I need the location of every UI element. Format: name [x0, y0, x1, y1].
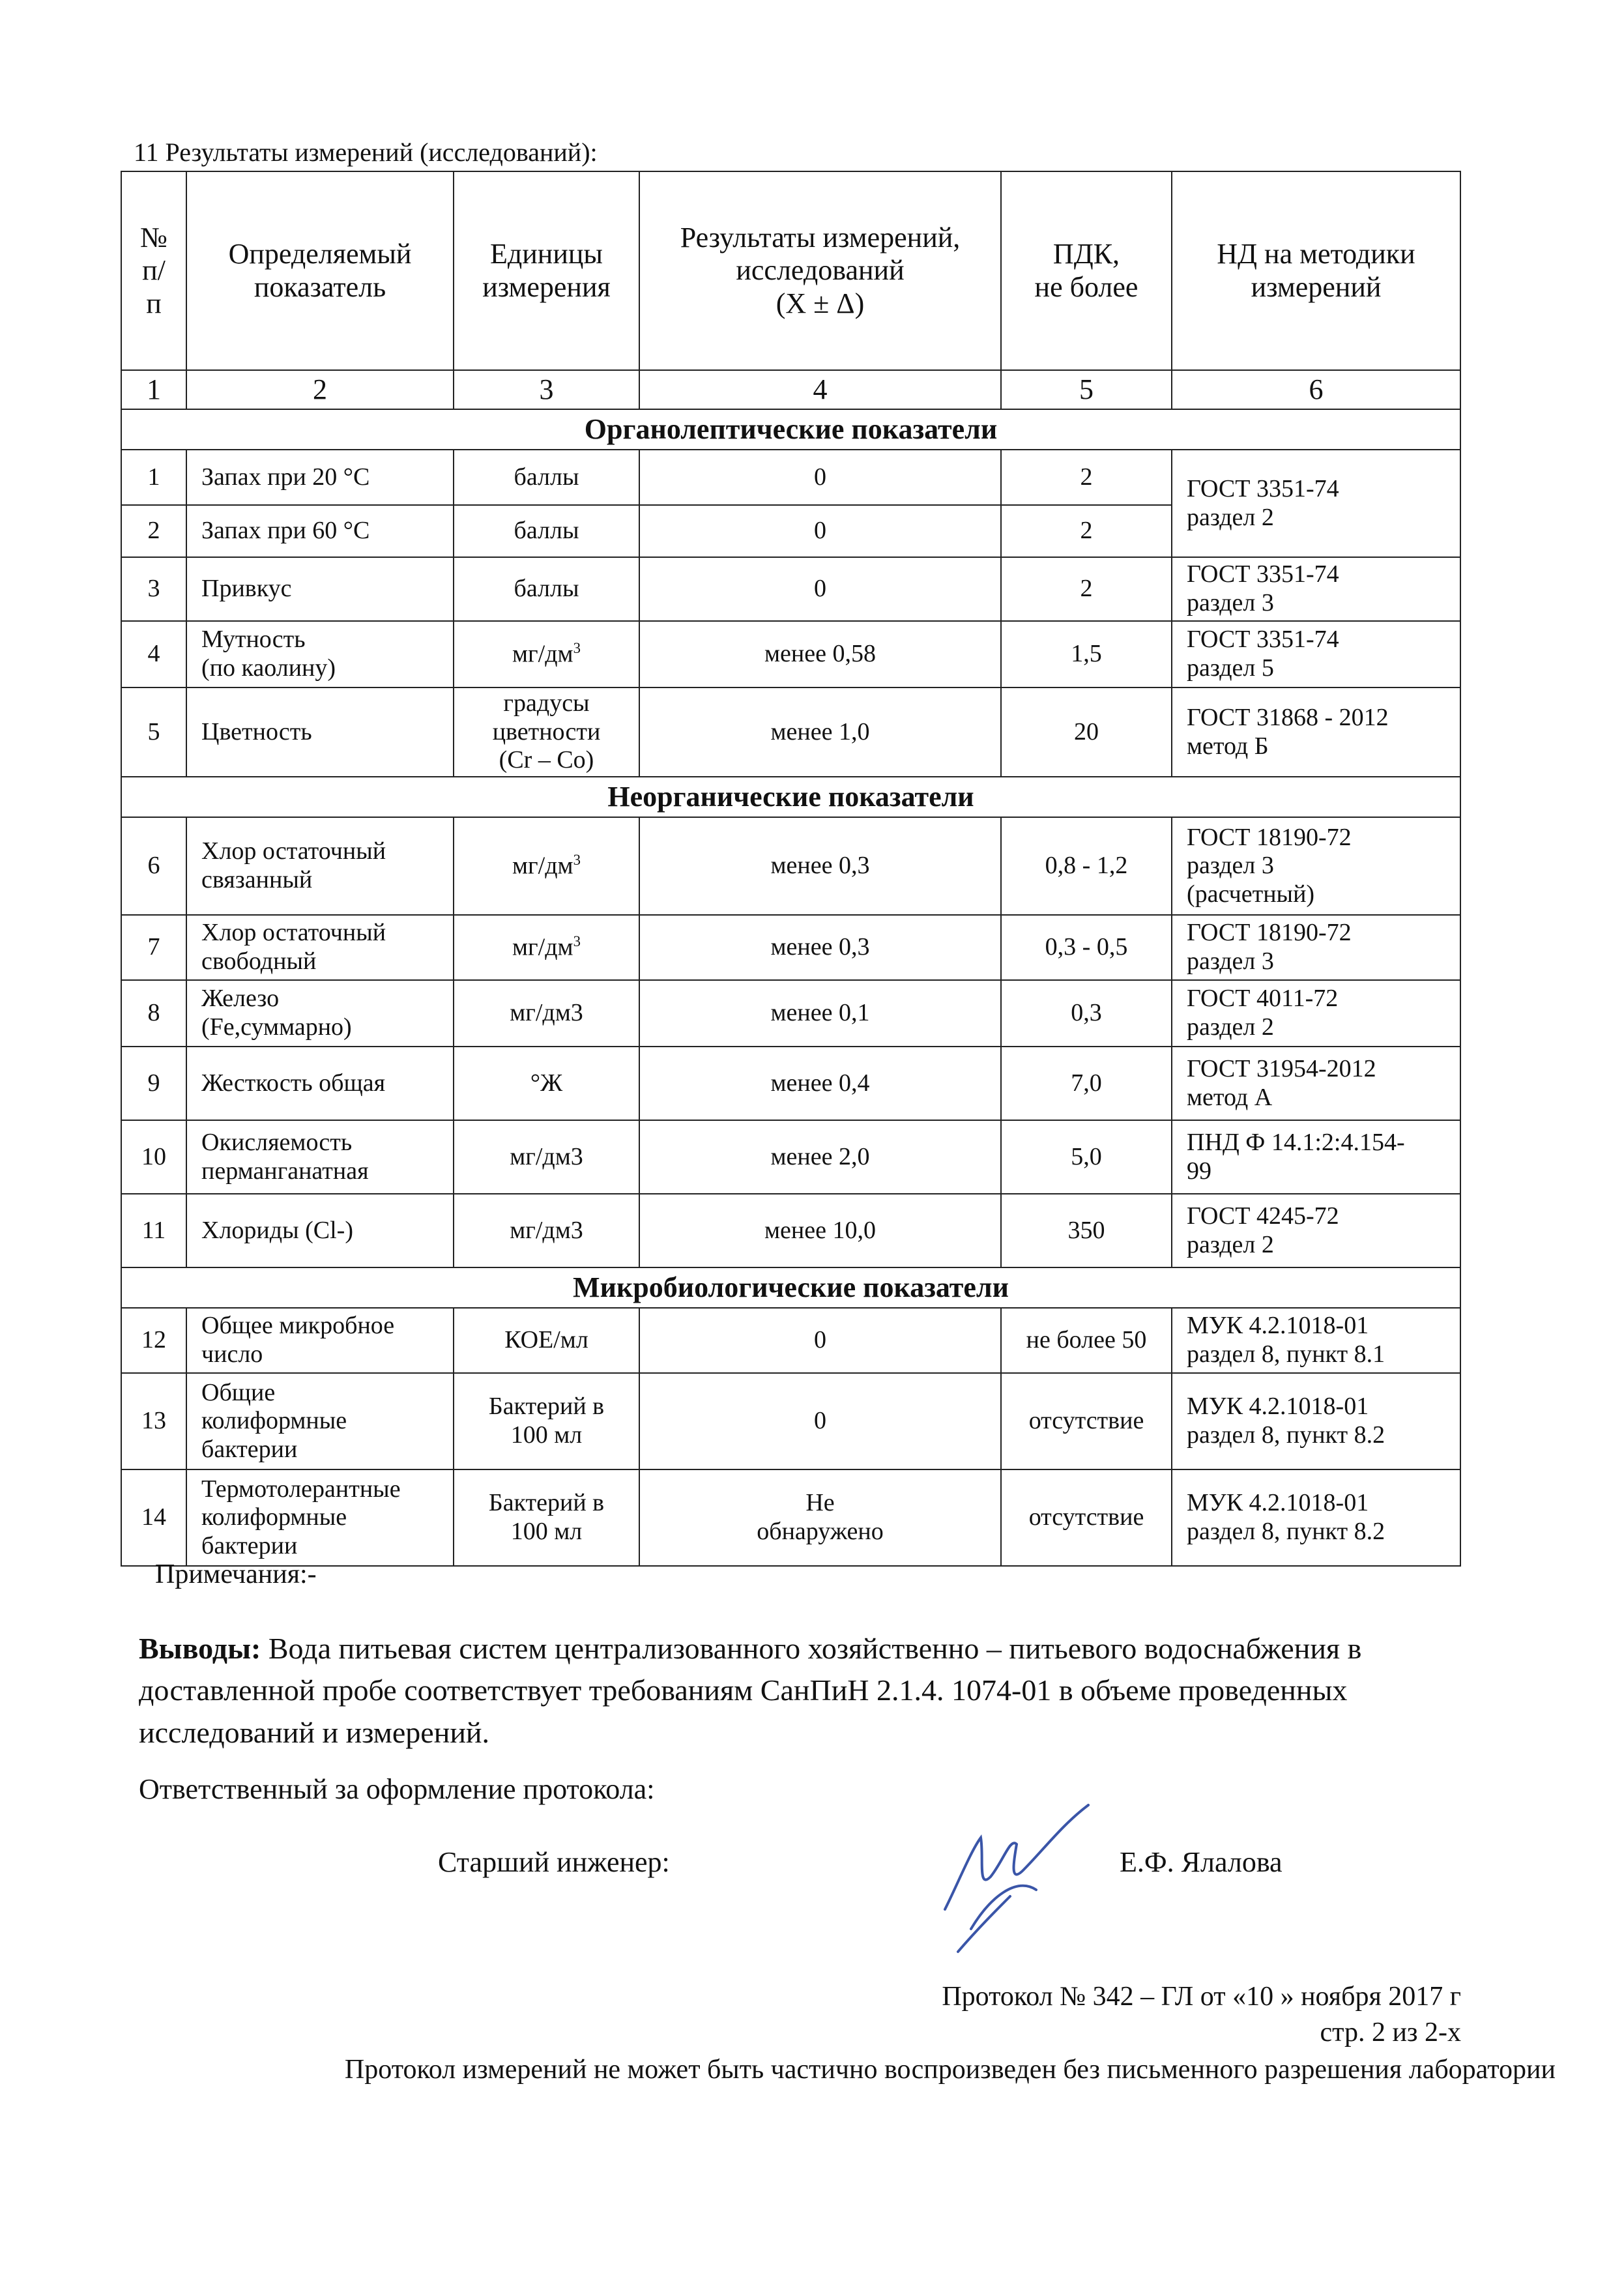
cell-line: Жесткость общая	[201, 1069, 386, 1097]
method	[1172, 915, 1460, 980]
cell-line: Единицы	[489, 237, 603, 270]
cell-line: ГОСТ 18190-72	[1187, 823, 1352, 851]
indicator-name	[186, 621, 454, 687]
row-number: 5	[121, 687, 186, 777]
cell-line: раздел 2	[1187, 1230, 1274, 1258]
superscript: 3	[573, 639, 581, 656]
disclaimer: Протокол измерений не может быть частично воспроизведен без письменного разрешения лаборатории	[344, 2055, 1556, 2085]
method	[1172, 621, 1460, 687]
cell-line: 100 мл	[510, 1518, 583, 1546]
row-number: 9	[121, 1047, 186, 1120]
cell-line: ГОСТ 3351-74	[1187, 626, 1339, 654]
unit	[454, 980, 639, 1047]
cell-line: метод Б	[1187, 732, 1269, 760]
cell-line: раздел 8, пункт 8.2	[1187, 1421, 1385, 1449]
indicator-name	[186, 915, 454, 980]
cell-line: ГОСТ 18190-72	[1187, 919, 1352, 947]
cell-line: 0	[814, 463, 826, 491]
method	[1172, 1469, 1460, 1566]
cell-line: Окисляемость	[201, 1128, 353, 1156]
position-label: Старший инженер:	[438, 1846, 670, 1878]
max-allowed: не более 50	[1001, 1308, 1172, 1373]
indicator-name	[186, 1373, 454, 1469]
row-number: 7	[121, 915, 186, 980]
row-number: 1	[121, 450, 186, 505]
cell-line: менее 0,1	[770, 999, 870, 1027]
header-cell	[186, 171, 454, 370]
cell-line: ГОСТ 31868 - 2012	[1187, 703, 1389, 731]
cell-line: 99	[1187, 1157, 1211, 1185]
max-allowed: 0,3 - 0,5	[1001, 915, 1172, 980]
cell-line: исследований	[736, 254, 905, 287]
cell-line: Привкус	[201, 575, 292, 603]
cell-line: №	[140, 221, 167, 253]
max-allowed: 2	[1001, 450, 1172, 505]
cell-line: мг/дм3	[510, 999, 583, 1027]
conclusion-text: Вода питьевая систем централизованного хозяйственно – питьевого водоснабжения в доставленной пробе соответствует требованиям СанПиН 2.1.4. 1074-01 в объеме проведенных исследований и измерений.	[139, 1632, 1362, 1749]
unit	[454, 1308, 639, 1373]
cell-line: 0	[814, 575, 826, 603]
row-number: 14	[121, 1469, 186, 1566]
unit	[454, 817, 639, 915]
cell-line: Результаты измерений,	[680, 221, 961, 253]
cell-line: ГОСТ 3351-74	[1187, 560, 1339, 588]
result	[639, 557, 1001, 621]
column-number: 4	[639, 370, 1001, 409]
cell-line: показатель	[254, 270, 386, 303]
cell-line: раздел 8, пункт 8.2	[1187, 1518, 1385, 1546]
table-row	[121, 980, 1460, 1047]
max-allowed: 1,5	[1001, 621, 1172, 687]
header-cell	[1172, 171, 1460, 370]
superscript: 3	[573, 851, 581, 868]
section-title: Неорганические показатели	[121, 777, 1460, 817]
method	[1172, 687, 1460, 777]
cell-line: цветности	[492, 717, 601, 745]
max-allowed: отсутствие	[1001, 1373, 1172, 1469]
max-allowed: 2	[1001, 557, 1172, 621]
result	[639, 687, 1001, 777]
cell-line: Запах при 60 °С	[201, 517, 370, 545]
cell-line: (расчетный)	[1187, 880, 1315, 908]
unit	[454, 505, 639, 557]
unit	[454, 1373, 639, 1469]
unit	[454, 1194, 639, 1267]
cell-line: (Cr – Co)	[499, 746, 594, 774]
table-row	[121, 450, 1460, 505]
indicator-name	[186, 1120, 454, 1194]
cell-line: бактерии	[201, 1435, 298, 1463]
cell-line: ГОСТ 4245-72	[1187, 1202, 1339, 1230]
cell-line: Определяемый	[228, 237, 412, 270]
max-allowed: 7,0	[1001, 1047, 1172, 1120]
cell-line: (Х ± Δ)	[776, 287, 865, 319]
unit	[454, 1047, 639, 1120]
cell-line: менее 0,3	[770, 852, 870, 880]
header-cell	[121, 171, 186, 370]
section-row	[121, 1267, 1460, 1308]
cell-line: Бактерий в	[488, 1393, 605, 1421]
cell-line: баллы	[514, 575, 579, 603]
cell-line: НД на методики	[1217, 237, 1415, 270]
row-number: 11	[121, 1194, 186, 1267]
cell-line: (Fe,суммарно)	[201, 1013, 352, 1041]
cell-line: МУК 4.2.1018-01	[1187, 1393, 1369, 1421]
cell-line: ГОСТ 31954-2012	[1187, 1054, 1376, 1082]
cell-line: мг/дм3	[510, 1216, 583, 1244]
cell-line: Цветность	[201, 717, 312, 745]
row-number: 13	[121, 1373, 186, 1469]
table-row	[121, 915, 1460, 980]
indicator-name	[186, 450, 454, 505]
max-allowed: 0,8 - 1,2	[1001, 817, 1172, 915]
indicator-name	[186, 505, 454, 557]
cell-line: баллы	[514, 463, 579, 491]
row-number: 10	[121, 1120, 186, 1194]
cell-line: ГОСТ 4011-72	[1187, 985, 1339, 1013]
cell-line: связанный	[201, 866, 313, 894]
result	[639, 1308, 1001, 1373]
table-row	[121, 1120, 1460, 1194]
cell-line: п/	[142, 254, 166, 287]
max-allowed: 0,3	[1001, 980, 1172, 1047]
column-number: 6	[1172, 370, 1460, 409]
row-number: 8	[121, 980, 186, 1047]
cell-line: 0	[814, 1326, 826, 1354]
row-number: 4	[121, 621, 186, 687]
cell-line: 0	[814, 1407, 826, 1435]
cell-line: колиформные	[201, 1503, 347, 1531]
cell-line: Запах при 20 °С	[201, 463, 370, 491]
indicator-name	[186, 1047, 454, 1120]
engineer-name: Е.Ф. Ялалова	[1120, 1846, 1283, 1878]
table-row	[121, 557, 1460, 621]
superscript: 3	[573, 933, 581, 949]
result	[639, 1047, 1001, 1120]
cell-line: число	[201, 1340, 263, 1368]
cell-line: измерений	[1251, 270, 1382, 303]
section-row	[121, 409, 1460, 450]
cell-line: градусы	[503, 689, 590, 717]
cell-line: Не	[805, 1489, 835, 1517]
column-numbers-row	[121, 370, 1460, 409]
indicator-name	[186, 817, 454, 915]
max-allowed: 5,0	[1001, 1120, 1172, 1194]
cell-line: Термотолерантные	[201, 1475, 401, 1503]
table-row	[121, 1373, 1460, 1469]
cell-line: менее 10,0	[764, 1216, 876, 1244]
cell-line: менее 0,58	[764, 640, 876, 668]
result	[639, 621, 1001, 687]
indicator-name	[186, 980, 454, 1047]
cell-line: Хлор остаточный	[201, 919, 386, 947]
cell-line: ГОСТ 3351-74	[1187, 474, 1339, 502]
cell-line: раздел 3	[1187, 852, 1274, 880]
indicator-name	[186, 557, 454, 621]
method	[1172, 450, 1460, 557]
max-allowed: 2	[1001, 505, 1172, 557]
cell-line: раздел 3	[1187, 948, 1274, 976]
cell-line: не более	[1034, 270, 1138, 303]
protocol-reference: Протокол № 342 – ГЛ от «10 » ноября 2017 г	[942, 1982, 1461, 2012]
cell-line: перманганатная	[201, 1157, 369, 1185]
cell-line: мг/дм	[512, 852, 573, 880]
cell-line: бактерии	[201, 1531, 298, 1559]
responsible-line: Ответственный за оформление протокола:	[139, 1773, 655, 1805]
cell-line: менее 2,0	[770, 1142, 870, 1170]
cell-line: п	[146, 287, 162, 319]
cell-line: Мутность	[201, 626, 306, 654]
result	[639, 450, 1001, 505]
cell-line: мг/дм	[512, 933, 573, 961]
cell-line: метод А	[1187, 1083, 1273, 1111]
result	[639, 1194, 1001, 1267]
cell-line: раздел 5	[1187, 654, 1274, 682]
indicator-name	[186, 1469, 454, 1566]
conclusion-paragraph	[139, 1628, 1481, 1754]
cell-line: мг/дм3	[510, 1142, 583, 1170]
unit	[454, 687, 639, 777]
method	[1172, 1047, 1460, 1120]
cell-line: менее 1,0	[770, 717, 870, 745]
page-number: стр. 2 из 2-х	[1320, 2018, 1461, 2047]
row-number: 6	[121, 817, 186, 915]
result	[639, 1469, 1001, 1566]
header-cell	[1001, 171, 1172, 370]
cell-line: 100 мл	[510, 1421, 583, 1449]
cell-line: МУК 4.2.1018-01	[1187, 1489, 1369, 1517]
unit	[454, 621, 639, 687]
result	[639, 1120, 1001, 1194]
method	[1172, 1373, 1460, 1469]
cell-line: КОЕ/мл	[504, 1326, 588, 1354]
conclusion-label: Выводы:	[139, 1632, 261, 1665]
cell-line: Хлориды (Cl-)	[201, 1216, 353, 1244]
result	[639, 980, 1001, 1047]
unit	[454, 450, 639, 505]
max-allowed: 20	[1001, 687, 1172, 777]
cell-line: Общее микробное	[201, 1312, 395, 1340]
indicator-name	[186, 1308, 454, 1373]
result	[639, 505, 1001, 557]
column-number: 5	[1001, 370, 1172, 409]
table-row	[121, 1469, 1460, 1566]
row-number: 2	[121, 505, 186, 557]
header-cell	[639, 171, 1001, 370]
column-number: 1	[121, 370, 186, 409]
unit	[454, 557, 639, 621]
method	[1172, 1308, 1460, 1373]
cell-line: раздел 8, пункт 8.1	[1187, 1340, 1385, 1368]
cell-line: °Ж	[530, 1069, 563, 1097]
unit	[454, 1469, 639, 1566]
cell-line: обнаружено	[757, 1518, 884, 1546]
cell-line: колиформные	[201, 1407, 347, 1435]
cell-line: свободный	[201, 948, 317, 976]
section-title: Микробиологические показатели	[121, 1267, 1460, 1308]
cell-line: измерения	[482, 270, 611, 303]
result	[639, 1373, 1001, 1469]
unit	[454, 915, 639, 980]
unit	[454, 1120, 639, 1194]
cell-line: Хлор остаточный	[201, 837, 386, 865]
table-row	[121, 687, 1460, 777]
cell-line: Общие	[201, 1378, 276, 1406]
column-number: 3	[454, 370, 639, 409]
cell-line: ПДК,	[1052, 237, 1120, 270]
cell-line: Железо	[201, 985, 280, 1013]
cell-line: менее 0,3	[770, 933, 870, 961]
cell-line: Бактерий в	[488, 1489, 605, 1517]
cell-line: МУК 4.2.1018-01	[1187, 1312, 1369, 1340]
cell-line: менее 0,4	[770, 1069, 870, 1097]
results-table	[121, 171, 1461, 1567]
method	[1172, 557, 1460, 621]
section-row	[121, 777, 1460, 817]
indicator-name	[186, 1194, 454, 1267]
cell-line: (по каолину)	[201, 654, 336, 682]
table-row	[121, 621, 1460, 687]
cell-line: мг/дм	[512, 640, 573, 668]
row-number: 12	[121, 1308, 186, 1373]
table-row	[121, 1194, 1460, 1267]
cell-line: баллы	[514, 517, 579, 545]
header-cell	[454, 171, 639, 370]
row-number: 3	[121, 557, 186, 621]
cell-line: 0	[814, 517, 826, 545]
cell-line: раздел 2	[1187, 1013, 1274, 1041]
cell-line: ПНД Ф 14.1:2:4.154-	[1187, 1128, 1405, 1156]
table-row	[121, 817, 1460, 915]
result	[639, 817, 1001, 915]
section-title: Органолептические показатели	[121, 409, 1460, 450]
header-row	[121, 171, 1460, 370]
table-row	[121, 1308, 1460, 1373]
result	[639, 915, 1001, 980]
section-title: 11 Результаты измерений (исследований):	[134, 137, 598, 167]
method	[1172, 817, 1460, 915]
method	[1172, 1194, 1460, 1267]
cell-line: раздел 2	[1187, 503, 1274, 531]
cell-line: раздел 3	[1187, 589, 1274, 616]
column-number: 2	[186, 370, 454, 409]
notes-line: Примечания:-	[155, 1559, 317, 1589]
signature-mark	[932, 1799, 1101, 1955]
max-allowed: отсутствие	[1001, 1469, 1172, 1566]
table-row	[121, 1047, 1460, 1120]
indicator-name	[186, 687, 454, 777]
method	[1172, 1120, 1460, 1194]
method	[1172, 980, 1460, 1047]
max-allowed: 350	[1001, 1194, 1172, 1267]
